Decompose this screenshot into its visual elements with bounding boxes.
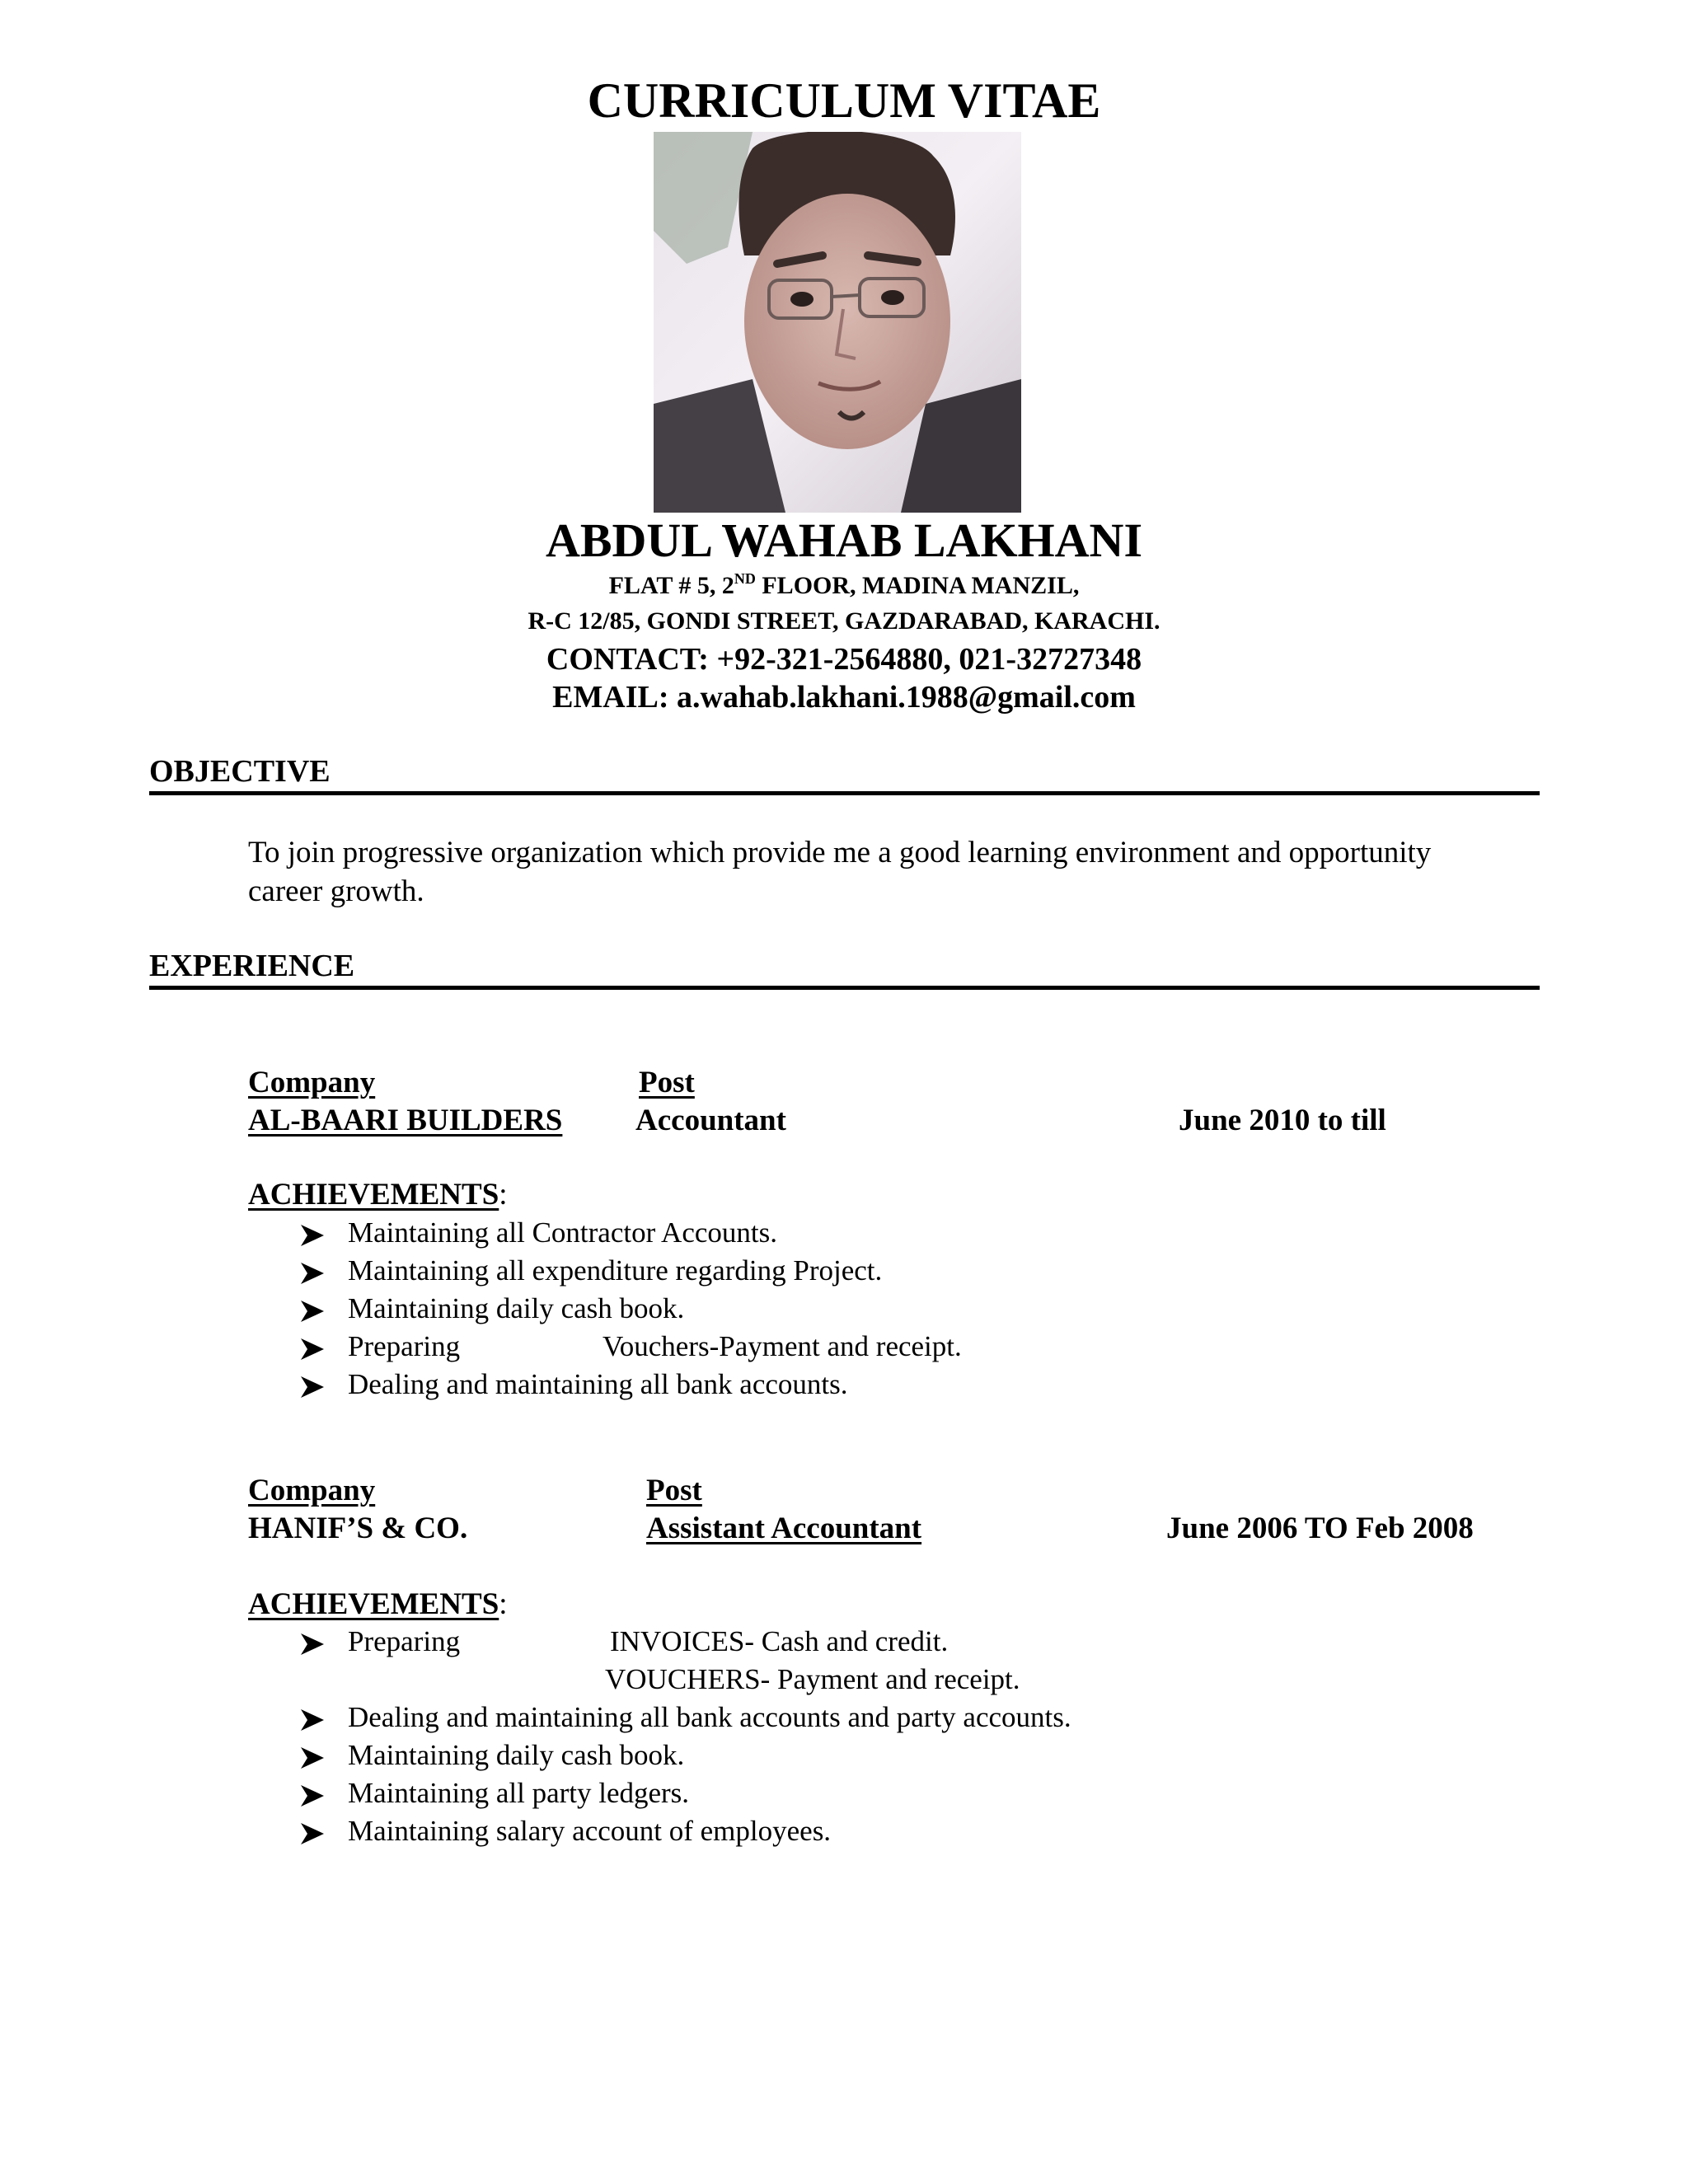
job2-achievements-colon: :	[499, 1587, 508, 1621]
job2-achievement-5: Maintaining salary account of employees.	[348, 1815, 832, 1847]
address-line-1-superscript: ND	[734, 570, 756, 587]
objective-heading: OBJECTIVE	[149, 754, 331, 789]
arrowhead-bullet-icon	[299, 1375, 326, 1399]
job2-achievement-1-detail-a: INVOICES- Cash and credit.	[610, 1625, 949, 1657]
experience-heading: EXPERIENCE	[149, 949, 355, 983]
job1-achievement-5: Dealing and maintaining all bank accounts.	[348, 1368, 848, 1400]
job2-achievement-1-detail-b: VOUCHERS- Payment and receipt.	[605, 1663, 1020, 1695]
job2-achievement-2: Dealing and maintaining all bank accounts and party accounts.	[348, 1701, 1071, 1733]
contact-line: CONTACT: +92-321-2564880, 021-32727348	[546, 642, 1142, 677]
document-title: CURRICULUM VITAE	[587, 73, 1101, 128]
job1-achievement-3: Maintaining daily cash book.	[348, 1292, 685, 1324]
job2-post-label: Post	[646, 1474, 702, 1507]
job2-achievement-3: Maintaining daily cash book.	[348, 1739, 685, 1771]
arrowhead-bullet-icon	[299, 1337, 326, 1361]
arrowhead-bullet-icon	[299, 1299, 326, 1324]
objective-text-line-2: career growth.	[248, 874, 424, 908]
job2-achievements-heading	[248, 1586, 508, 1622]
candidate-name: ABDUL WAHAB LAKHANI	[545, 513, 1143, 567]
job1-achievement-2: Maintaining all expenditure regarding Project.	[348, 1254, 883, 1286]
arrowhead-bullet-icon	[299, 1261, 326, 1286]
job2-company: HANIF’S & CO.	[248, 1511, 468, 1545]
arrowhead-bullet-icon	[299, 1821, 326, 1846]
objective-text-line-1: To join progressive organization which provide me a good learning environment and opportunity	[248, 836, 1432, 869]
job2-achievements-label: ACHIEVEMENTS	[248, 1587, 499, 1621]
job1-achievement-4: Preparing	[348, 1330, 461, 1362]
job2-post: Assistant Accountant	[646, 1511, 922, 1545]
experience-rule	[149, 986, 1540, 990]
address-line-1-post: FLOOR, MADINA MANZIL,	[755, 572, 1080, 599]
address-line-1-pre: FLAT # 5, 2	[608, 572, 734, 599]
arrowhead-bullet-icon	[299, 1746, 326, 1770]
job2-achievement-4: Maintaining all party ledgers.	[348, 1777, 690, 1809]
job1-achievement-4-detail: Vouchers-Payment and receipt.	[603, 1330, 962, 1362]
address-line-1	[0, 570, 1688, 600]
job1-company: AL-BAARI BUILDERS	[248, 1104, 563, 1137]
arrowhead-bullet-icon	[299, 1223, 326, 1248]
job1-company-label: Company	[248, 1066, 376, 1099]
job2-period: June 2006 TO Feb 2008	[1166, 1511, 1474, 1545]
job1-period: June 2010 to till	[1179, 1104, 1386, 1137]
objective-rule	[149, 791, 1540, 795]
job2-achievement-1: Preparing	[348, 1625, 461, 1657]
job1-achievements-colon: :	[499, 1178, 508, 1212]
job2-company-label: Company	[248, 1474, 376, 1507]
arrowhead-bullet-icon	[299, 1632, 326, 1657]
job1-achievements-heading	[248, 1177, 508, 1212]
profile-photo	[654, 132, 1021, 513]
job1-post-label: Post	[639, 1066, 695, 1099]
arrowhead-bullet-icon	[299, 1708, 326, 1732]
profile-photo-graphic	[654, 132, 1021, 513]
job1-post: Accountant	[635, 1104, 786, 1137]
address-line-2: R-C 12/85, GONDI STREET, GAZDARABAD, KARACHI.	[528, 607, 1160, 635]
arrowhead-bullet-icon	[299, 1783, 326, 1808]
job1-achievement-1: Maintaining all Contractor Accounts.	[348, 1216, 778, 1249]
job1-achievements-label: ACHIEVEMENTS	[248, 1178, 499, 1212]
email-line: EMAIL: a.wahab.lakhani.1988@gmail.com	[552, 680, 1136, 715]
